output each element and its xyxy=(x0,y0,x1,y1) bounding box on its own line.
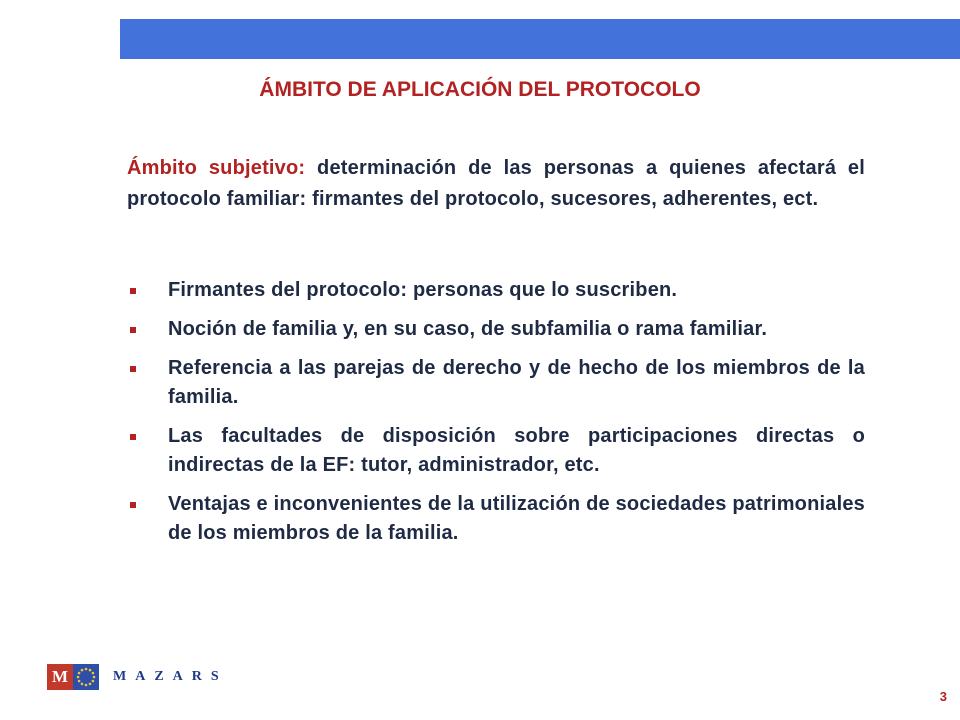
bullet-text: Ventajas e inconvenientes de la utilización de sociedades patrimoniales de los miembros de la familia. xyxy=(168,493,865,544)
bullet-text: Las facultades de disposición sobre participaciones directas o indirectas de la EF: tutor, administrador, etc. xyxy=(168,425,865,476)
square-bullet-icon xyxy=(130,288,136,294)
bullet-item xyxy=(130,315,865,344)
bullet-text: Noción de familia y, en su caso, de subfamilia o rama familiar. xyxy=(168,318,768,340)
mazars-logo xyxy=(47,664,228,690)
bullet-item xyxy=(130,490,865,548)
logo-initial: M xyxy=(47,664,73,690)
intro-paragraph xyxy=(127,153,865,215)
intro-text: determinación de las personas a quienes afectará el protocolo familiar: firmantes del protocolo, sucesores, adherentes, ect. xyxy=(127,157,866,210)
bullet-item xyxy=(130,276,865,305)
eu-stars-icon xyxy=(73,664,99,690)
square-bullet-icon xyxy=(130,366,136,372)
logo-wordmark: MAZARS xyxy=(113,669,228,684)
page-number: 3 xyxy=(939,689,947,704)
bullet-list xyxy=(130,276,865,558)
square-bullet-icon xyxy=(130,434,136,440)
bullet-item xyxy=(130,354,865,412)
intro-lead: Ámbito subjetivo: xyxy=(127,157,306,179)
header-accent-bar xyxy=(120,19,960,59)
slide-title xyxy=(0,78,960,102)
square-bullet-icon xyxy=(130,327,136,333)
slide-title-text: ÁMBITO DE APLICACIÓN DEL PROTOCOLO xyxy=(259,78,701,101)
bullet-text: Referencia a las parejas de derecho y de hecho de los miembros de la familia. xyxy=(168,357,865,408)
bullet-item xyxy=(130,422,865,480)
square-bullet-icon xyxy=(130,502,136,508)
bullet-text: Firmantes del protocolo: personas que lo suscriben. xyxy=(168,279,678,301)
